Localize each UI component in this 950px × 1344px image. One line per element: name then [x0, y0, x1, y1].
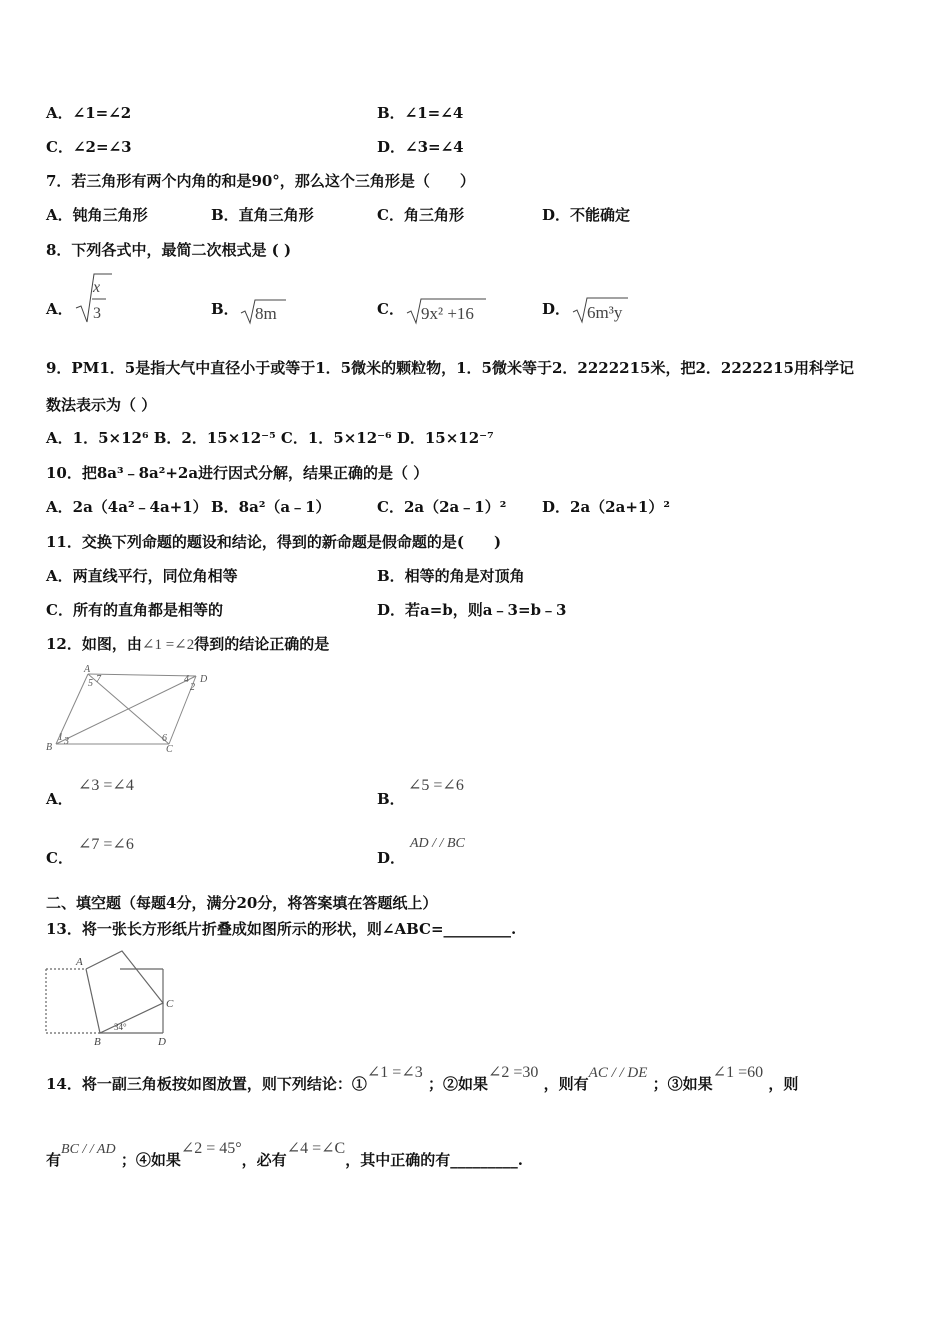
q14-math2: ∠2 =30	[487, 1064, 539, 1081]
q12-fig-label-3: 3	[64, 736, 69, 747]
q10-stem: 10．把8a³﹣8a²+2a进行因式分解，结果正确的是（ ）	[46, 464, 429, 482]
q12-option-b-label: B．	[377, 790, 405, 808]
q12-option-d-label: D．	[377, 849, 406, 867]
q12-fig-label-c: C	[166, 744, 173, 754]
q8-b-radicand: 8m	[255, 304, 277, 323]
q12-fig-label-6: 6	[162, 733, 167, 744]
q12-fig-label-4: 4	[184, 674, 189, 685]
q6-option-d: D．∠3=∠4	[377, 138, 464, 156]
q14-math5: BC / / AD	[61, 1142, 116, 1157]
q12-stem	[46, 634, 329, 655]
q11-option-a: A．两直线平行，同位角相等	[46, 567, 238, 585]
q12-figure	[44, 664, 214, 754]
q14-part1: 14．将一副三角板按如图放置，则下列结论：①	[46, 1075, 367, 1093]
q12-option-a-math: ∠3 =∠4	[78, 777, 134, 794]
q13-fig-label-b: B	[94, 1036, 101, 1048]
q12-fig-label-b: B	[46, 742, 53, 753]
q12-option-c-label: C．	[46, 849, 73, 867]
q7-option-c: C．角三角形	[377, 206, 464, 224]
q11-stem: 11．交换下列命题的题设和结论，得到的新命题是假命题的是( )	[46, 533, 502, 551]
q10-option-d: D．2a（2a+1）²	[542, 498, 670, 516]
section2-title: 二、填空题（每题4分，满分20分，将答案填在答题纸上）	[46, 894, 438, 912]
q8-a-denominator: 3	[93, 305, 101, 322]
q7-option-a: A．钝角三角形	[46, 206, 148, 224]
q14-part5: ，则	[768, 1075, 799, 1093]
q11-option-d: D．若a=b，则a﹣3=b﹣3	[377, 601, 567, 619]
q12-fig-label-a: A	[84, 664, 91, 675]
q10-option-a: A．2a（4a²﹣4a+1）	[46, 498, 208, 516]
q14-math7: ∠4 =∠C	[286, 1140, 346, 1157]
q13-fig-label-d: D	[158, 1036, 166, 1048]
q14-math4: ∠1 =60	[712, 1064, 764, 1081]
q7-option-d: D．不能确定	[542, 206, 631, 224]
q12-stem-suffix: 得到的结论正确的是	[194, 635, 330, 653]
q8-option-d-radical	[572, 295, 632, 325]
q14-part4: ；③如果	[652, 1075, 713, 1093]
q9-stem-line2: 数法表示为（ ）	[46, 396, 157, 414]
q10-option-b: B．8a²（a﹣1）	[211, 498, 331, 516]
q7-stem: 7．若三角形有两个内角的和是90°，那么这个三角形是（ ）	[46, 172, 475, 190]
q12-fig-label-d: D	[200, 674, 208, 685]
q12-option-a-label: A．	[46, 790, 73, 808]
q8-option-c-radical	[406, 296, 490, 326]
q14-line2	[46, 1140, 523, 1172]
q14-part2: ；②如果	[427, 1075, 488, 1093]
q9-stem-line1: 9．PM1．5是指大气中直径小于或等于1．5微米的颗粒物，1．5微米等于2．2222215米，把2．2222215用科学记	[46, 359, 854, 377]
q8-option-b-radical	[240, 297, 290, 325]
q12-fig-label-7: 7	[96, 674, 101, 685]
q11-option-c: C．所有的直角都是相等的	[46, 601, 223, 619]
q12-option-d-math: AD / / BC	[410, 836, 465, 851]
q13-fig-angle: 34°	[114, 1022, 127, 1032]
q12-fig-label-2: 2	[190, 682, 195, 693]
q13-fig-label-a: A	[76, 956, 83, 968]
q13-figure	[42, 947, 182, 1049]
q8-stem: 8．下列各式中，最简二次根式是 ( )	[46, 241, 292, 259]
q13-fig-label-c: C	[166, 998, 174, 1010]
q14-part8: ，必有	[241, 1151, 287, 1169]
q8-d-radicand: 6m³y	[587, 303, 623, 322]
q6-option-c: C．∠2=∠3	[46, 138, 132, 156]
q12-stem-math: ∠1 =∠2	[141, 637, 195, 653]
q6-option-b: B．∠1=∠4	[377, 104, 464, 122]
q6-option-a: A．∠1=∠2	[46, 104, 132, 122]
q13-stem: 13．将一张长方形纸片折叠成如图所示的形状，则∠ABC=_________.	[46, 920, 517, 938]
q8-c-radicand: 9x² +16	[421, 304, 474, 323]
q14-math3: AC / / DE	[588, 1065, 648, 1081]
q10-option-c: C．2a（2a﹣1）²	[377, 498, 507, 516]
q8-a-numerator: x	[93, 279, 101, 296]
q8-option-a-label: A．	[46, 300, 73, 318]
q8-option-a-radical	[74, 270, 114, 326]
q14-line1	[46, 1064, 799, 1095]
q14-part6: 有	[46, 1151, 62, 1169]
q8-option-b-label: B．	[211, 300, 239, 318]
q11-option-b: B．相等的角是对顶角	[377, 567, 525, 585]
q8-option-d-label: D．	[542, 300, 571, 318]
q7-option-b: B．直角三角形	[211, 206, 314, 224]
q8-option-c-label: C．	[377, 300, 404, 318]
q12-fig-label-1: 1	[58, 732, 63, 743]
q14-part9: ，其中正确的有_________.	[345, 1151, 523, 1169]
q14-part3: ，则有	[543, 1075, 589, 1093]
q14-math6: ∠2 = 45°	[180, 1140, 242, 1157]
q12-option-b-math: ∠5 =∠6	[408, 777, 464, 794]
q12-fig-label-5: 5	[88, 678, 93, 689]
q12-stem-prefix: 12．如图，由	[46, 635, 142, 653]
q12-option-c-math: ∠7 =∠6	[78, 836, 134, 853]
q9-options: A．1．5×12⁶ B．2．15×12⁻⁵ C．1．5×12⁻⁶ D．15×12⁻⁷	[46, 429, 494, 447]
q14-part7: ；④如果	[120, 1151, 181, 1169]
q14-math1: ∠1 =∠3	[366, 1064, 423, 1081]
